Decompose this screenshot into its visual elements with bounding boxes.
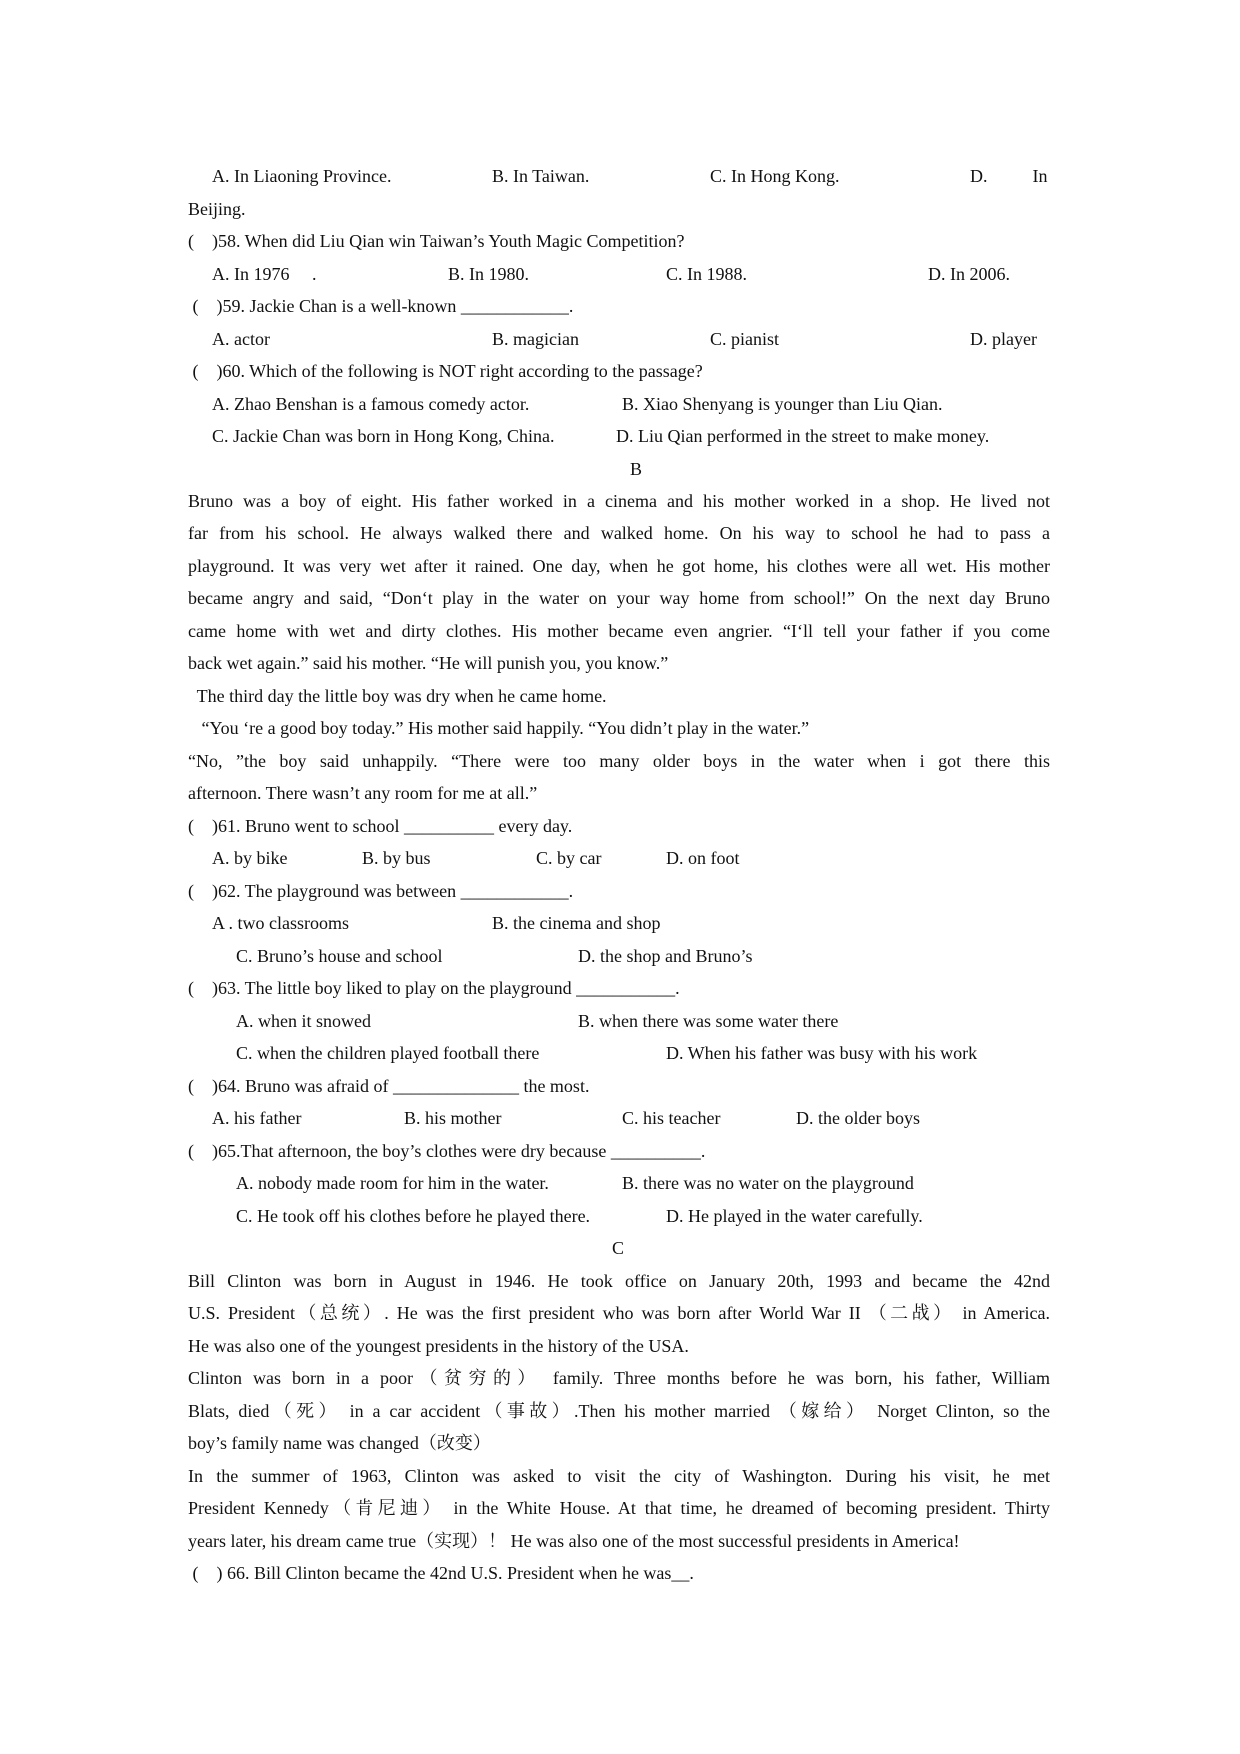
q62-option-b: B. the cinema and shop bbox=[492, 913, 661, 933]
q60-stem: ( )60. Which of the following is NOT right according to the passage? bbox=[188, 361, 703, 381]
q64-option-a: A. his father bbox=[212, 1108, 302, 1128]
passage-c-line: President Kennedy（肯尼迪） in the White House. At that time, he dreamed of becoming president. Thirty bbox=[188, 1498, 1050, 1518]
q60-option-c: C. Jackie Chan was born in Hong Kong, China. bbox=[212, 426, 555, 446]
passage-b-line: came home with wet and dirty clothes. His mother became even angrier. “I‘ll tell your father if you come bbox=[188, 621, 1050, 641]
passage-b-line: afternoon. There wasn’t any room for me at all.” bbox=[188, 783, 538, 803]
q59-option-d: D. player bbox=[970, 329, 1037, 349]
passage-c-line: He was also one of the youngest presidents in the history of the USA. bbox=[188, 1336, 689, 1356]
passage-b-line: Bruno was a boy of eight. His father worked in a cinema and his mother worked in a shop. He lived not bbox=[188, 491, 1050, 511]
q63-option-c: C. when the children played football there bbox=[236, 1043, 540, 1063]
passage-c-line: Clinton was born in a poor（贫穷的） family. Three months before he was born, his father, William bbox=[188, 1368, 1050, 1388]
q62-option-a: A . two classrooms bbox=[212, 913, 349, 933]
q63-stem: ( )63. The little boy liked to play on the playground ___________. bbox=[188, 978, 680, 998]
passage-b-line: “You ‘re a good boy today.” His mother said happily. “You didn’t play in the water.” bbox=[188, 718, 810, 738]
q58-option-a: A. In 1976 . bbox=[212, 264, 317, 284]
q58-stem: ( )58. When did Liu Qian win Taiwan’s Youth Magic Competition? bbox=[188, 231, 685, 251]
q61-option-b: B. by bus bbox=[362, 848, 431, 868]
passage-c-line: Bill Clinton was born in August in 1946. He took office on January 20th, 1993 and became the 42nd bbox=[188, 1271, 1050, 1291]
passage-b-line: The third day the little boy was dry when he came home. bbox=[188, 686, 607, 706]
q61-stem: ( )61. Bruno went to school __________ every day. bbox=[188, 816, 573, 836]
passage-c-line: Blats, died（死） in a car accident（事故）.Then his mother married （嫁给） Norget Clinton, so the bbox=[188, 1401, 1050, 1421]
q58-option-b: B. In 1980. bbox=[448, 264, 529, 284]
passage-c-line: U.S. President（总统）. He was the first president who was born after World War II （二战） in America. bbox=[188, 1303, 1050, 1323]
section-c-heading: C bbox=[612, 1238, 625, 1258]
passage-c-line: In the summer of 1963, Clinton was asked to visit the city of Washington. During his visit, he met bbox=[188, 1466, 1050, 1486]
q65-option-c: C. He took off his clothes before he played there. bbox=[236, 1206, 591, 1226]
q61-option-c: C. by car bbox=[536, 848, 602, 868]
q63-option-d: D. When his father was busy with his work bbox=[666, 1043, 978, 1063]
q57-option-c: C. In Hong Kong. bbox=[710, 166, 840, 186]
q63-option-b: B. when there was some water there bbox=[578, 1011, 839, 1031]
q62-option-c: C. Bruno’s house and school bbox=[236, 946, 443, 966]
q59-option-b: B. magician bbox=[492, 329, 579, 349]
q57-option-d-continued: Beijing. bbox=[188, 199, 246, 219]
passage-b-line: far from his school. He always walked there and walked home. On his way to school he had to pass a bbox=[188, 523, 1050, 543]
q58-option-c: C. In 1988. bbox=[666, 264, 747, 284]
passage-c-line: years later, his dream came true（实现）！ He was also one of the most successful presidents in America! bbox=[188, 1531, 960, 1551]
q64-option-c: C. his teacher bbox=[622, 1108, 721, 1128]
passage-b-line: back wet again.” said his mother. “He will punish you, you know.” bbox=[188, 653, 669, 673]
q64-stem: ( )64. Bruno was afraid of ______________ the most. bbox=[188, 1076, 590, 1096]
q64-option-d: D. the older boys bbox=[796, 1108, 920, 1128]
q57-option-b: B. In Taiwan. bbox=[492, 166, 590, 186]
q59-option-a: A. actor bbox=[212, 329, 270, 349]
passage-b-line: playground. It was very wet after it rained. One day, when he got home, his clothes were all wet. His mother bbox=[188, 556, 1050, 576]
q61-option-a: A. by bike bbox=[212, 848, 288, 868]
passage-b-line: “No, ”the boy said unhappily. “There were too many older boys in the water when i got there this bbox=[188, 751, 1050, 771]
q66-stem: ( ) 66. Bill Clinton became the 42nd U.S. President when he was__. bbox=[188, 1563, 694, 1583]
q65-stem: ( )65.That afternoon, the boy’s clothes were dry because __________. bbox=[188, 1141, 706, 1161]
q59-stem: ( )59. Jackie Chan is a well-known ____________. bbox=[188, 296, 574, 316]
q59-option-c: C. pianist bbox=[710, 329, 780, 349]
q65-option-d: D. He played in the water carefully. bbox=[666, 1206, 923, 1226]
q64-option-b: B. his mother bbox=[404, 1108, 502, 1128]
q57-option-a: A. In Liaoning Province. bbox=[212, 166, 392, 186]
q60-option-a: A. Zhao Benshan is a famous comedy actor. bbox=[212, 394, 530, 414]
q65-option-a: A. nobody made room for him in the water. bbox=[236, 1173, 549, 1193]
q60-option-d: D. Liu Qian performed in the street to make money. bbox=[616, 426, 990, 446]
q62-option-d: D. the shop and Bruno’s bbox=[578, 946, 753, 966]
passage-b-line: became angry and said, “Don‘t play in the water on your way home from school!” On the next day Bruno bbox=[188, 588, 1050, 608]
section-b-heading: B bbox=[630, 459, 643, 479]
q63-option-a: A. when it snowed bbox=[236, 1011, 371, 1031]
q65-option-b: B. there was no water on the playground bbox=[622, 1173, 914, 1193]
q61-option-d: D. on foot bbox=[666, 848, 740, 868]
passage-c-line: boy’s family name was changed（改变） bbox=[188, 1433, 491, 1453]
q58-option-d: D. In 2006. bbox=[928, 264, 1010, 284]
q57-option-d: D. In bbox=[970, 166, 1048, 186]
q60-option-b: B. Xiao Shenyang is younger than Liu Qian. bbox=[622, 394, 943, 414]
q62-stem: ( )62. The playground was between ____________. bbox=[188, 881, 574, 901]
